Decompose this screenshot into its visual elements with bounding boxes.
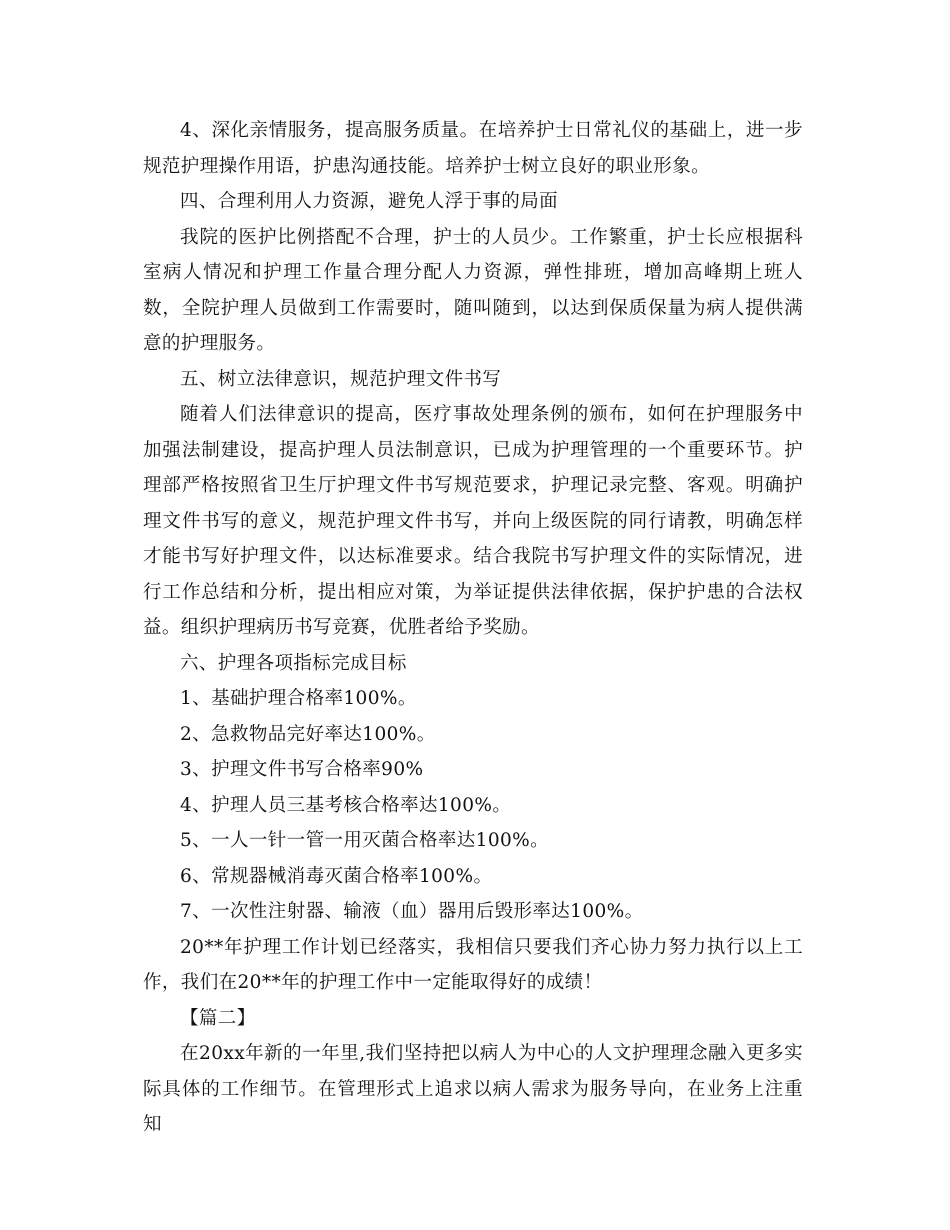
heading-part-two: 【篇二】: [180, 1007, 256, 1029]
heading-section-6: 六、护理各项指标完成目标: [180, 652, 407, 674]
list-item-target-4: 4、护理人员三基考核合格率达100%。: [180, 794, 512, 816]
paragraph-conclusion: 20**年护理工作计划已经落实，我相信只要我们齐心协力努力执行以上工作，我们在20**年的护理工作中一定能取得好的成绩！: [143, 936, 803, 993]
paragraph-part-two-intro: 在20xx年新的一年里,我们坚持把以病人为中心的人文护理理念融入更多实际具体的工作细节。在管理形式上追求以病人需求为服务导向，在业务上注重知: [143, 1043, 803, 1135]
paragraph-service-quality: 4、深化亲情服务，提高服务质量。在培养护士日常礼仪的基础上，进一步规范护理操作用语，护患沟通技能。培养护士树立良好的职业形象。: [143, 120, 803, 177]
list-item-target-7: 7、一次性注射器、输液（血）器用后毁形率达100%。: [180, 901, 644, 922]
paragraph-legal-awareness: 随着人们法律意识的提高，医疗事故处理条例的颁布，如何在护理服务中加强法制建设，提高护理人员法制意识，已成为护理管理的一个重要环节。护理部严格按照省卫生厅护理文件书写规范要求，护理记录完整、客观。明确护理文件书写的意义，规范护理文件书写，并向上级医院的同行请教，明确怎样才能书写好护理文件，以达标准要求。结合我院书写护理文件的实际情况，进行工作总结和分析，提出相应对策，为举证提供法律依据，保护护患的合法权益。组织护理病历书写竞赛，优胜者给予奖励。: [143, 404, 803, 638]
heading-section-5: 五、树立法律意识，规范护理文件书写: [180, 368, 502, 390]
list-item-target-3: 3、护理文件书写合格率90%: [180, 759, 424, 780]
list-item-target-6: 6、常规器械消毒灭菌合格率100%。: [180, 865, 493, 887]
document-page: [143, 113, 803, 1143]
heading-section-4: 四、合理利用人力资源，避免人浮于事的局面: [180, 191, 559, 212]
paragraph-staffing: 我院的医护比例搭配不合理，护士的人员少。工作繁重，护士长应根据科室病人情况和护理工作量合理分配人力资源，弹性排班，增加高峰期上班人数，全院护理人员做到工作需要时，随叫随到，以达到保质保量为病人提供满意的护理服务。: [143, 226, 803, 354]
list-item-target-2: 2、急救物品完好率达100%。: [180, 723, 436, 745]
list-item-target-1: 1、基础护理合格率100%。: [180, 688, 417, 709]
list-item-target-5: 5、一人一针一管一用灭菌合格率达100%。: [180, 830, 550, 851]
